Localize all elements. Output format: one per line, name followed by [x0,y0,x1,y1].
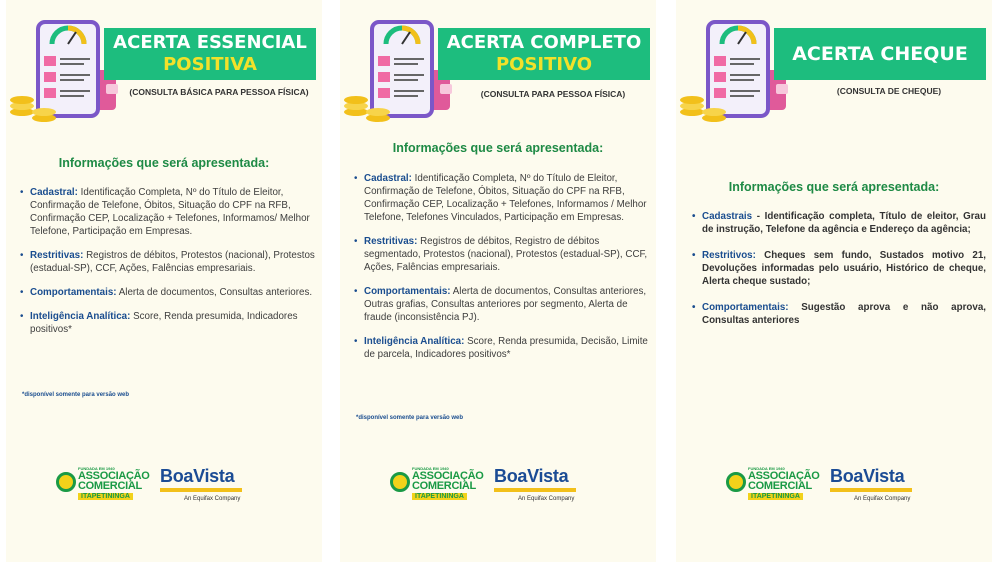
associacao-comercial-logo: FUNDADA EM 1940 ASSOCIAÇÃO COMERCIAL ITAPETININGA [388,466,480,502]
product-card-acerta-essencial [6,0,322,562]
product-title-banner [104,28,316,80]
product-title-highlight: POSITIVO [495,54,593,75]
info-list [20,186,316,347]
product-subtitle: (CONSULTA PARA PESSOA FÍSICA) [480,89,626,99]
info-item-comportamentais: • Comportamentais: Sugestão aprova e não aprova, Consultas anteriores [692,301,986,327]
product-title: ACERTA CHEQUE [792,43,968,65]
associacao-comercial-logo: FUNDADA EM 1940 ASSOCIAÇÃO COMERCIAL ITAPETININGA [724,466,816,502]
associacao-emblem-icon [56,472,76,492]
product-subtitle: (CONSULTA DE CHEQUE) [836,86,942,96]
info-item-restritivas: • Restritivas: Registros de débitos, Registro de débitos segmentado, Protestos (nacional), Protestos (estadual-SP), CCF, Ações, Falências empresariais. [354,235,650,274]
boavista-logo: BoaVista An Equifax Company [494,466,575,502]
info-item-cadastral: • Cadastral: Identificação Completa, Nº do Título de Eleitor, Confirmação de Telefone, Óbitos, Situação do CPF na RFB, Confirmação CEP, Localização + Telefones, Informamos / Melhor Telefone, Telefones Vinculados, Participação em Empresas. [354,172,650,224]
info-item-comportamentais: • Comportamentais: Alerta de documentos, Consultas anteriores, Outras grafias, Consultas anteriores por segmento, Alerta de fraude (inconsistência PJ). [354,285,650,324]
boavista-logo: BoaVista An Equifax Company [160,466,241,502]
info-item-restritivas: • Restritivas: Registros de débitos, Protestos (nacional), Protestos (estadual-SP), CCF, Ações, Falências empresariais. [20,249,316,275]
info-item-comportamentais: • Comportamentais: Alerta de documentos, Consultas anteriores. [20,286,316,299]
section-title: Informações que será apresentada: [58,156,270,170]
associacao-emblem-icon [390,472,410,492]
product-card-acerta-completo [340,0,656,562]
partner-logos [724,466,964,506]
boavista-logo: BoaVista An Equifax Company [830,466,911,502]
associacao-comercial-logo: FUNDADA EM 1940 ASSOCIAÇÃO COMERCIAL ITAPETININGA [54,466,146,502]
partner-logos [388,466,628,506]
info-item-cadastral: • Cadastral: Identificação Completa, Nº do Título de Eleitor, Confirmação de Telefone, Óbitos, Situação do CPF na RFB, Confirmação CEP, Localização + Telefones, Informamos/ Melhor Telefone, Participação em Empresas. [20,186,316,238]
product-title-banner [774,28,986,80]
footnote: *disponível somente para versão web [22,392,130,398]
section-title: Informações que será apresentada: [392,141,604,155]
associacao-emblem-icon [726,472,746,492]
product-title-banner [438,28,650,80]
partner-logos [54,466,294,506]
info-item-cadastrais: • Cadastrais - Identificação completa, Título de eleitor, Grau de instrução, Telefone da agência e Endereço da agência; [692,210,986,236]
product-title: ACERTA ESSENCIAL [113,32,307,53]
info-item-inteligencia-analitica: • Inteligência Analítica: Score, Renda presumida, Decisão, Limite de parcela, Indicadores positivos* [354,335,650,361]
product-title-highlight: POSITIVA [163,54,257,75]
info-item-restritivos: • Restritivos: Cheques sem fundo, Sustados motivo 21, Devoluções informadas pelo usuário, Histórico de cheque, Alerta cheque sustado; [692,249,986,288]
product-subtitle: (CONSULTA BÁSICA PARA PESSOA FÍSICA) [129,87,309,97]
product-title: ACERTA COMPLETO [446,32,642,53]
product-card-acerta-cheque [676,0,992,562]
info-item-inteligencia-analitica: • Inteligência Analítica: Score, Renda presumida, Indicadores positivos* [20,310,316,336]
section-title: Informações que será apresentada: [728,180,940,194]
info-list [692,210,986,340]
info-list [354,172,650,372]
footnote: *disponível somente para versão web [356,415,464,421]
